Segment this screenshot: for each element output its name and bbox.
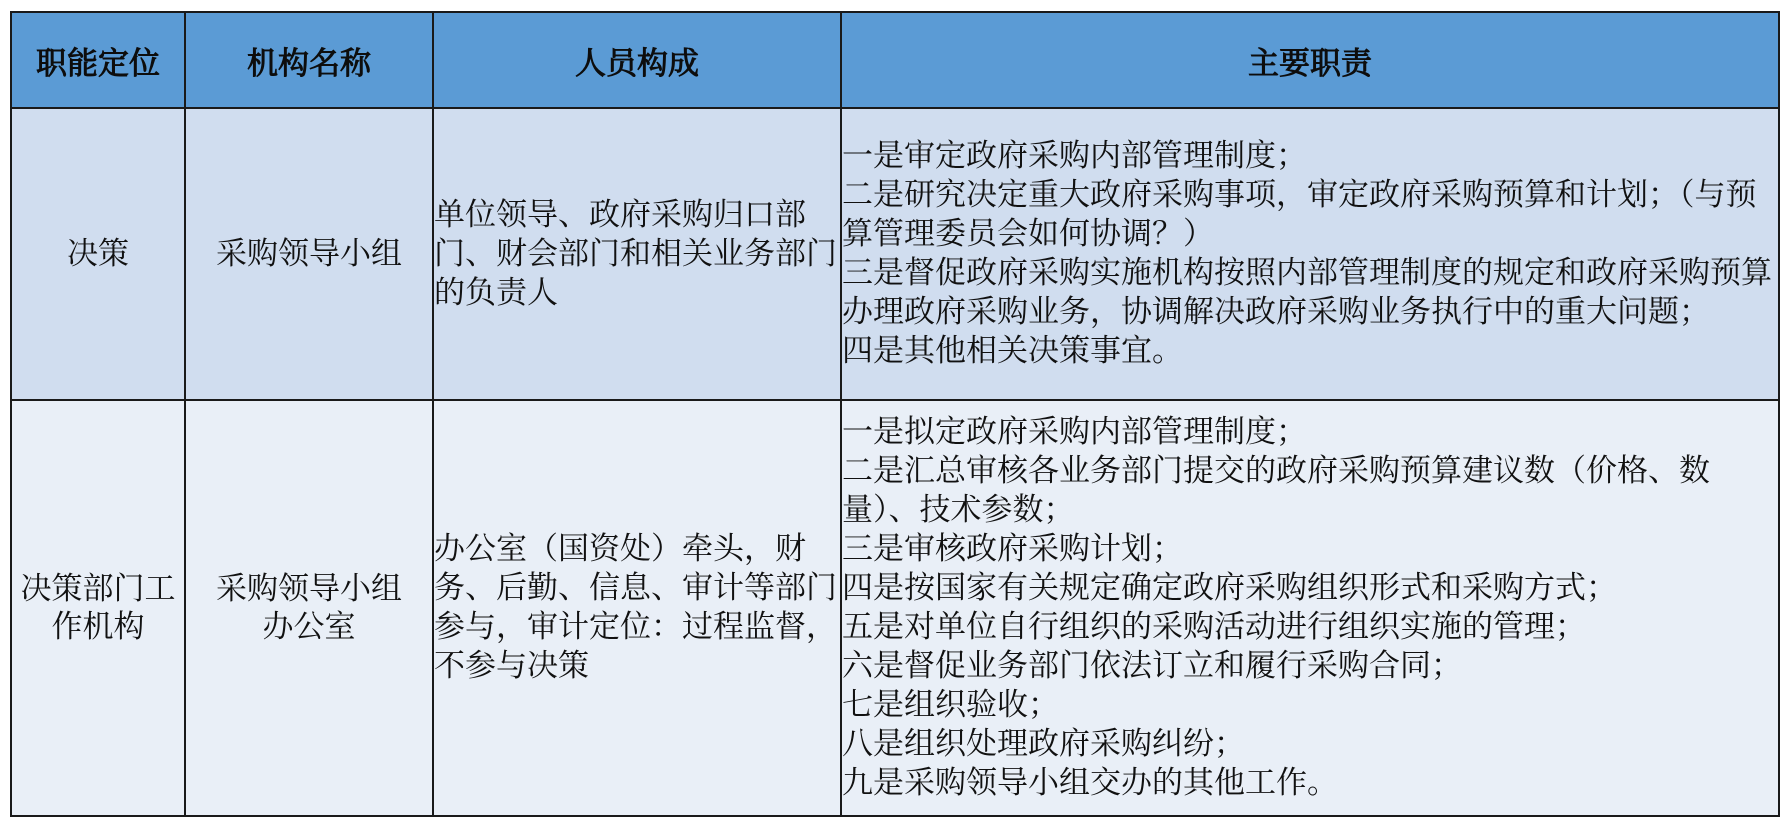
duty-item: 四是按国家有关规定确定政府采购组织形式和采购方式； xyxy=(842,570,1617,606)
header-members: 人员构成 xyxy=(433,12,841,108)
procurement-responsibility-table xyxy=(10,11,1780,817)
duty-item: 三是督促政府采购实施机构按照内部管理制度的规定和政府采购预算办理政府采购业务，协调解决政府采购业务执行中的重大问题； xyxy=(842,255,1772,330)
role-cell: 决策 xyxy=(11,108,185,400)
role-text: 决策部门工作机构 xyxy=(20,571,176,645)
duty-item: 四是其他相关决策事宜。 xyxy=(842,333,1183,369)
duty-item: 五是对单位自行组织的采购活动进行组织实施的管理； xyxy=(842,609,1586,645)
duty-item: 三是审核政府采购计划； xyxy=(842,531,1183,567)
duty-item: 九是采购领导小组交办的其他工作。 xyxy=(842,765,1338,801)
duty-item: 一是审定政府采购内部管理制度； xyxy=(842,138,1307,174)
table-row xyxy=(11,108,1779,400)
org-name-cell: 采购领导小组 xyxy=(185,108,433,400)
duty-item: 七是组织验收； xyxy=(842,687,1059,723)
duty-item: 一是拟定政府采购内部管理制度； xyxy=(842,414,1307,450)
duty-item: 二是汇总审核各业务部门提交的政府采购预算建议数（价格、数量）、技术参数； xyxy=(842,453,1710,528)
members-cell: 办公室（国资处）牵头，财务、后勤、信息、审计等部门参与，审计定位：过程监督，不参与决策 xyxy=(433,400,841,816)
header-duties: 主要职责 xyxy=(841,12,1779,108)
table-row xyxy=(11,400,1779,816)
header-row xyxy=(11,12,1779,108)
role-cell xyxy=(11,400,185,816)
header-role: 职能定位 xyxy=(11,12,185,108)
members-cell: 单位领导、政府采购归口部门、财会部门和相关业务部门的负责人 xyxy=(433,108,841,400)
duties-cell xyxy=(841,108,1779,400)
duties-cell xyxy=(841,400,1779,816)
duty-item: 八是组织处理政府采购纠纷； xyxy=(842,726,1245,762)
header-org-name: 机构名称 xyxy=(185,12,433,108)
org-name-text: 采购领导小组办公室 xyxy=(216,571,402,645)
duty-item: 二是研究决定重大政府采购事项，审定政府采购预算和计划；（与预算管理委员会如何协调？） xyxy=(842,177,1757,252)
duty-item: 六是督促业务部门依法订立和履行采购合同； xyxy=(842,648,1462,684)
org-name-cell xyxy=(185,400,433,816)
